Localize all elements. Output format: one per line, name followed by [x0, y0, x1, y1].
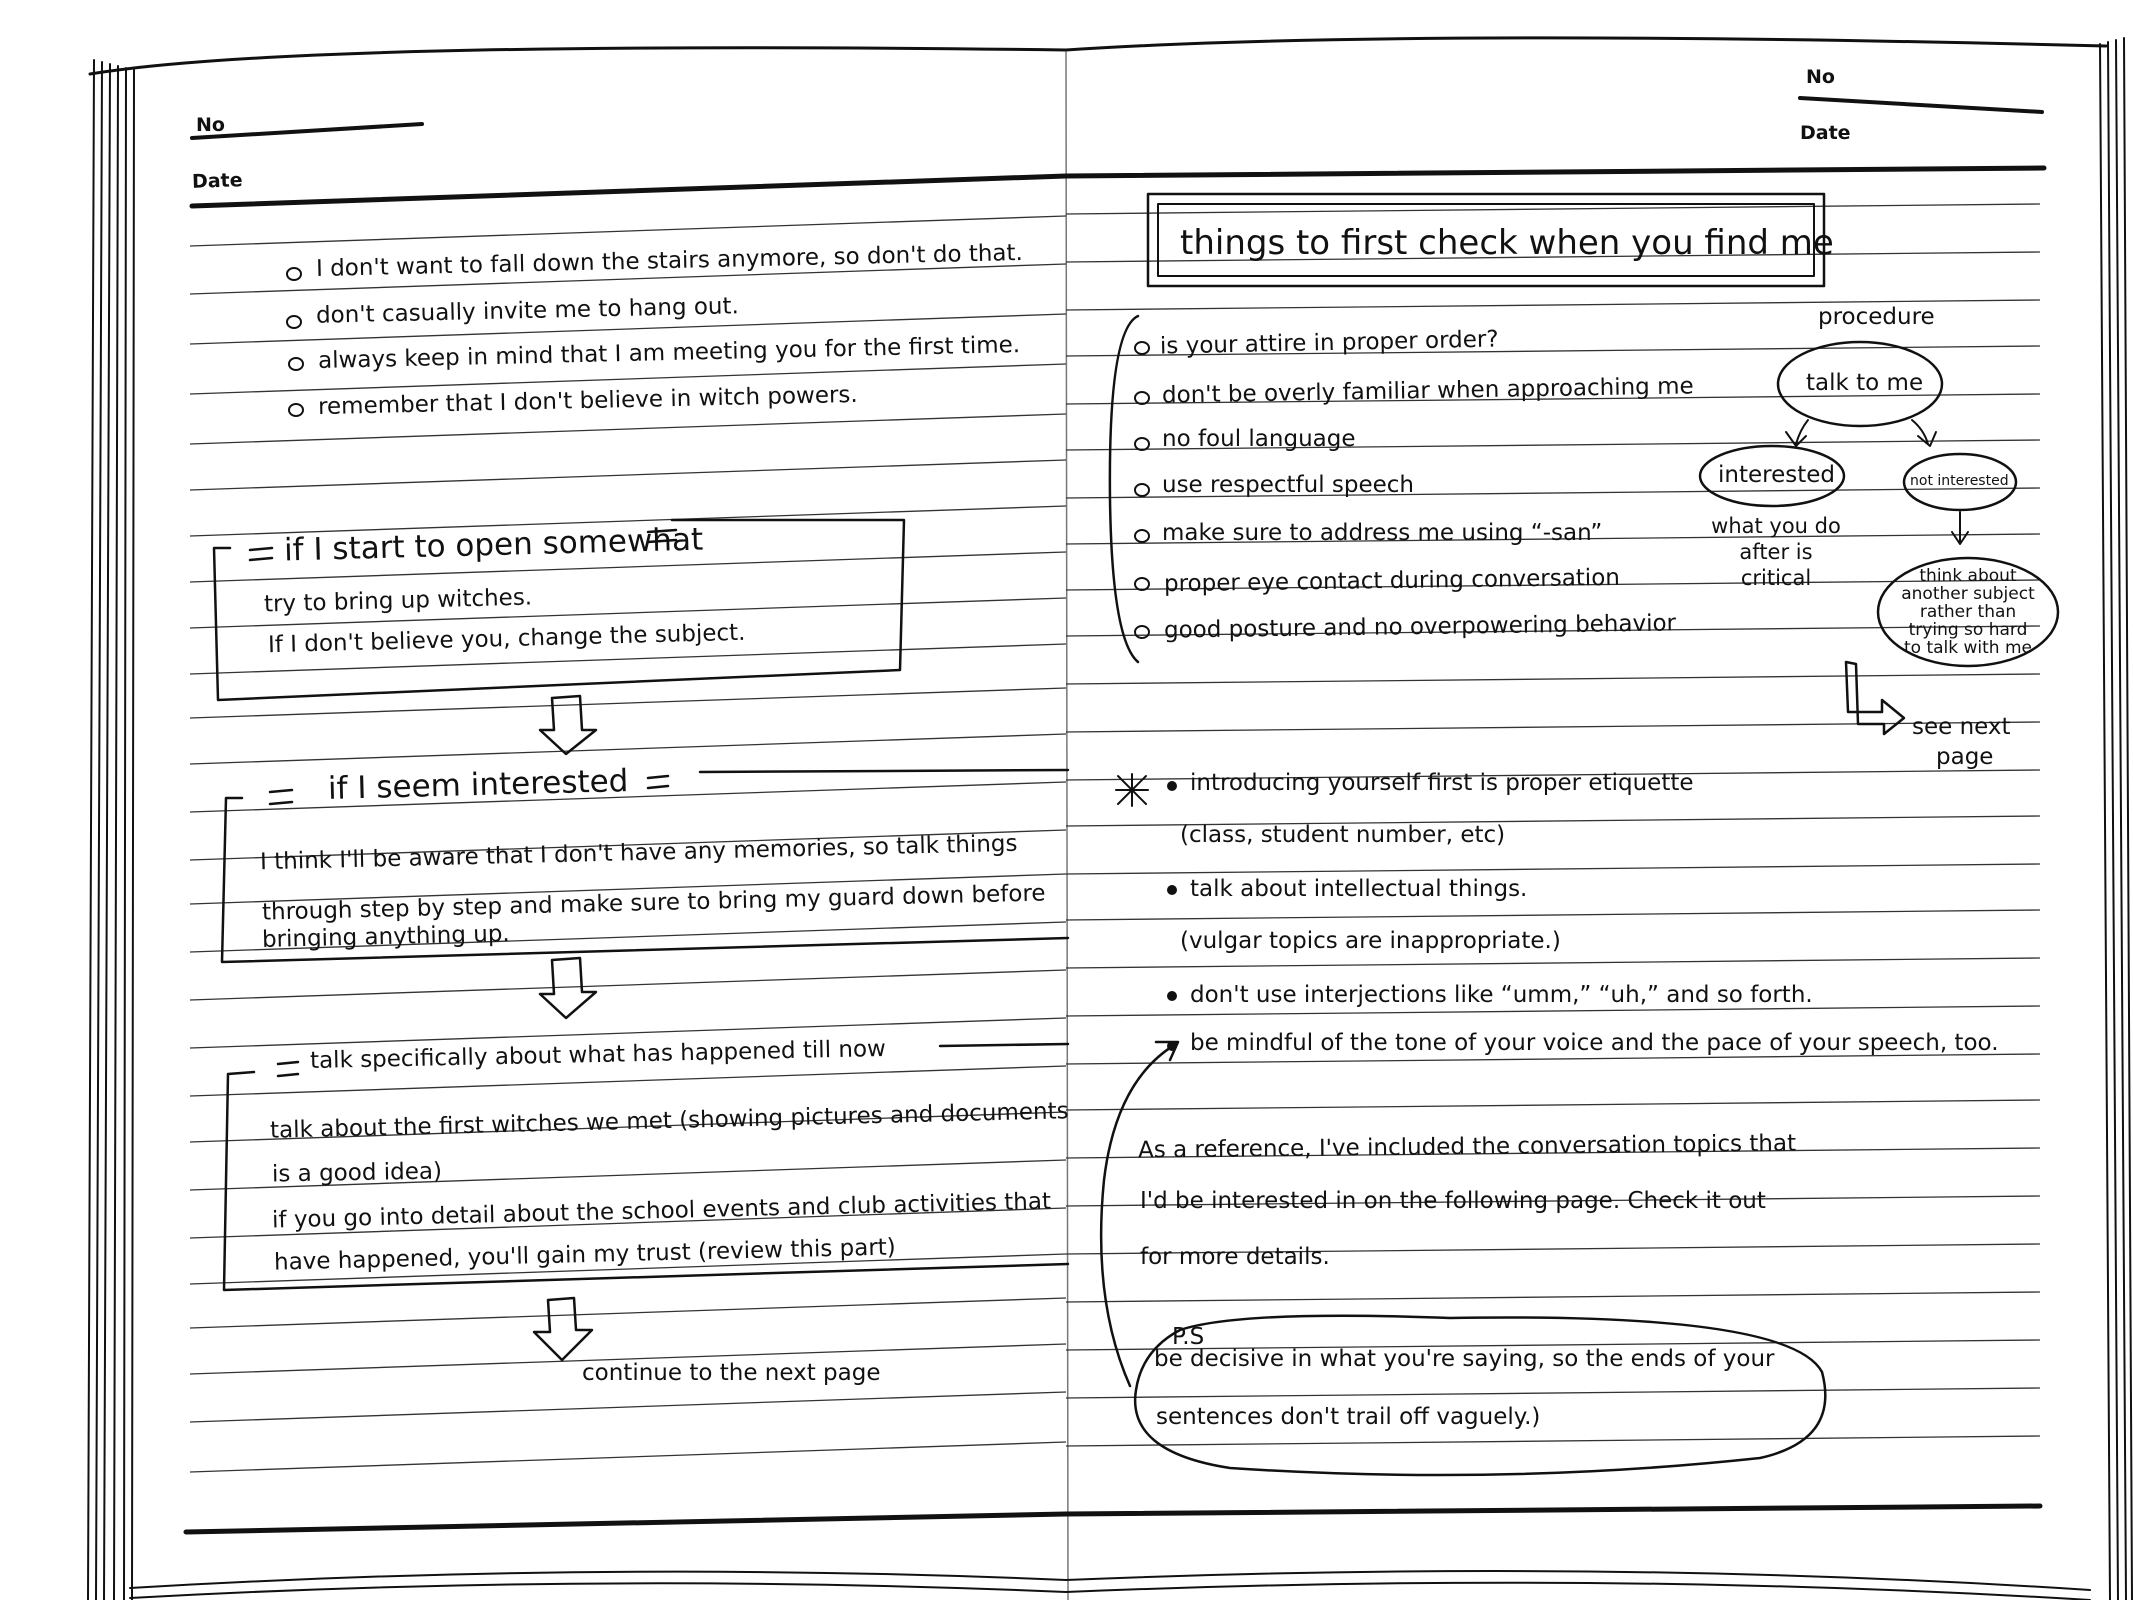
bullet-circle: [1135, 626, 1149, 638]
box2-line-3: bringing anything up.: [261, 920, 511, 954]
checklist-item-7: good posture and no overpowering behavior: [1163, 610, 1677, 644]
right-ruled-line: [1066, 1292, 2040, 1302]
left-rule-3: always keep in mind that I am meeting you for the first time.: [317, 332, 1021, 374]
reference-line-1: As a reference, I've included the conversation topics that: [1137, 1130, 1797, 1164]
right-page-top-edge: [1066, 38, 2106, 50]
tip-3: don't use interjections like “umm,” “uh,” and so forth.: [1190, 982, 1813, 1008]
right-ruled-line: [1066, 204, 2040, 214]
ps-line-2: sentences don't trail off vaguely.): [1156, 1404, 1541, 1430]
left-rule-4: remember that I don't believe in witch powers.: [317, 381, 858, 421]
flow-not-interested-note-1: think about: [1919, 566, 2017, 586]
checklist-bracket: [1110, 316, 1138, 662]
tip-2-detail: (vulgar topics are inappropriate.): [1180, 928, 1561, 954]
down-arrow-3: [534, 1298, 592, 1360]
flow-start-text: talk to me: [1806, 370, 1924, 396]
bottom-page-curve-2: [130, 1583, 2090, 1600]
flow-interested-note-2: after is: [1739, 540, 1813, 564]
left-ruled-line: [190, 1392, 1066, 1422]
bullet-dot: [1168, 992, 1176, 1000]
bullet-circle: [289, 358, 303, 370]
left-rule-2: don't casually invite me to hang out.: [315, 293, 740, 329]
left-date-label: Date: [191, 169, 243, 193]
bullet-circle: [1135, 578, 1149, 590]
right-page-edge: [2100, 38, 2132, 1600]
right-no-label: No: [1806, 66, 1835, 88]
right-no-line: [1800, 98, 2042, 112]
right-ruled-line: [1066, 910, 2040, 920]
box1-heading: if I start to open somewhat: [283, 521, 704, 569]
continue-text: continue to the next page: [582, 1360, 881, 1386]
arrow-to-think-about: [1952, 512, 1968, 544]
left-ruled-line: [190, 688, 1066, 718]
ps-line-1: be decisive in what you're saying, so the ends of your: [1154, 1346, 1775, 1372]
left-no-label: No: [196, 114, 225, 136]
left-no-line: [192, 124, 422, 138]
bullet-dot: [1168, 886, 1176, 894]
right-ruled-line: [1066, 958, 2040, 968]
left-ruled-line: [190, 734, 1066, 764]
flow-interested-note-3: critical: [1740, 566, 1812, 590]
flow-not-interested-text: not interested: [1910, 473, 2009, 489]
box2-line-1: I think I'll be aware that I don't have any memories, so talk things: [259, 830, 1018, 876]
left-ruled-line: [190, 970, 1066, 1000]
checklist-item-1: is your attire in proper order?: [1159, 326, 1499, 360]
right-ruled-line: [1066, 674, 2040, 684]
flow-interested-note-1: what you do: [1711, 514, 1841, 538]
tip-2: talk about intellectual things.: [1190, 876, 1528, 902]
checklist-item-6: proper eye contact during conversation: [1163, 564, 1621, 598]
right-ruled-line: [1066, 864, 2040, 874]
ps-label: P.S: [1172, 1324, 1205, 1350]
right-date-line: [1066, 168, 2044, 176]
flow-interested-text: interested: [1718, 462, 1835, 488]
bullet-circle: [1135, 392, 1149, 404]
flow-not-interested-note-3: rather than: [1919, 602, 2017, 622]
box2-heading: if I seem interested: [327, 763, 629, 807]
checklist-item-5: make sure to address me using “-san”: [1162, 520, 1603, 546]
bullet-circle: [287, 316, 301, 328]
left-date-line: [192, 176, 1066, 206]
star-mark: [1116, 774, 1148, 806]
bullet-circle: [289, 404, 303, 416]
tip-1: introducing yourself first is proper etiquette: [1190, 770, 1694, 796]
flow-not-interested-note-5: to talk with me: [1903, 638, 2032, 658]
bullet-dot: [1168, 1042, 1176, 1050]
box3-heading: talk specifically about what has happened till now: [309, 1035, 887, 1075]
tip-1-detail: (class, student number, etc): [1180, 822, 1506, 848]
see-next-page-text-2: page: [1936, 744, 1994, 770]
right-bottom-rule: [1066, 1506, 2040, 1514]
box1-line-2: If I don't believe you, change the subject.: [267, 619, 746, 659]
checklist-item-3: no foul language: [1162, 426, 1356, 452]
left-rule-1: I don't want to fall down the stairs anymore, so don't do that.: [315, 239, 1024, 283]
reference-line-2: I'd be interested in on the following page. Check it out: [1140, 1188, 1766, 1214]
right-title: things to first check when you find me: [1180, 223, 1834, 263]
see-next-page-text-1: see next: [1912, 714, 2011, 740]
box3-line-2: is a good idea): [271, 1158, 443, 1188]
box3-line-3: if you go into detail about the school events and club activities that: [271, 1188, 1052, 1234]
procedure-label: procedure: [1818, 304, 1935, 330]
left-ruled-line: [190, 1442, 1066, 1472]
ps-balloon: [1135, 1316, 1825, 1475]
flow-not-interested-note-2: another subject: [1901, 584, 2035, 604]
checklist-item-2: don't be overly familiar when approaching me: [1161, 373, 1694, 409]
box1-line-1: try to bring up witches.: [263, 584, 533, 618]
left-bottom-rule: [186, 1514, 1066, 1532]
left-ruled-line: [190, 460, 1066, 490]
box3-line-1: talk about the first witches we met (showing pictures and documents: [269, 1098, 1069, 1144]
right-ruled-line: [1066, 1388, 2040, 1398]
checklist-item-4: use respectful speech: [1162, 472, 1415, 498]
reference-line-3: for more details.: [1140, 1244, 1330, 1270]
left-page-edge: [88, 60, 134, 1600]
box3-equals: [278, 1062, 298, 1076]
box3-line-4: have happened, you'll gain my trust (review this part): [273, 1234, 897, 1276]
right-ruled-line: [1066, 1100, 2040, 1110]
bullet-circle: [1135, 342, 1149, 354]
left-ruled-line: [190, 1298, 1066, 1328]
arrow-to-not-interested: [1912, 420, 1936, 446]
box2-line-2: through step by step and make sure to bring my guard down before: [261, 880, 1046, 926]
curved-reference-arrow: [1101, 1042, 1178, 1386]
bullet-circle: [1135, 484, 1149, 496]
bullet-circle: [1135, 438, 1149, 450]
tip-4: be mindful of the tone of your voice and the pace of your speech, too.: [1190, 1030, 1999, 1056]
bullet-dot: [1168, 782, 1176, 790]
right-date-label: Date: [1800, 122, 1851, 144]
right-ruled-line: [1066, 1436, 2040, 1446]
flow-not-interested-note-4: trying so hard: [1908, 620, 2028, 640]
bullet-circle: [1135, 530, 1149, 542]
bullet-circle: [287, 268, 301, 280]
left-page-top-edge: [90, 48, 1066, 74]
